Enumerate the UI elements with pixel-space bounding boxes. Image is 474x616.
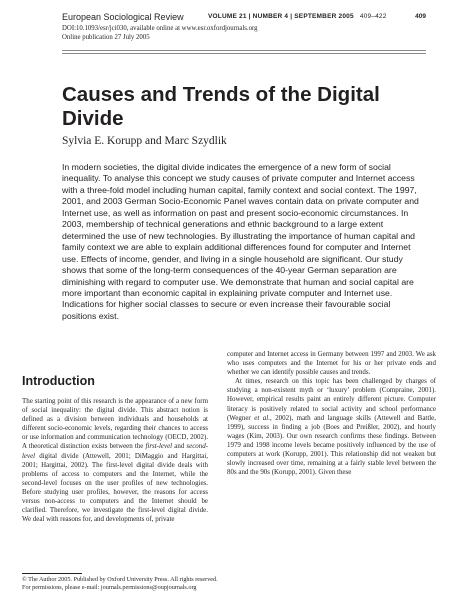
article-authors: Sylvia E. Korupp and Marc Szydlik [62, 135, 227, 147]
abstract: In modern societies, the digital divide indicates the emergence of a new form of social inequality. To analyse this concept we study causes of private computer and Internet access with a three-fold model including human capital, family context and social context. The 1997, 2001, and 2003 German Socio-Economic Panel waves contain data on private computer and Internet use, as well as information on past and present socio-economic circumstances. In 2003, membership of technical generations and ethnic background to a large extent determined the use of new technologies. By illustrating the importance of human capital and family context we are able to explain additional differences found for computer and Internet use. Effects of income, gender, and living in a single household are significant. Our study shows that some of the long-term consequences of the 40-year German separation are diminishing with regard to computer use. We demonstrate that human and social capital are more important than economic capital in explaining private computer and Internet use. Indications for higher social classes to secure or even increase their favourable social positions exist. [62, 162, 419, 321]
copyright-line: © The Author 2005. Published by Oxford University Press. All rights reserved. [22, 576, 218, 583]
conjunction-and: and [172, 442, 187, 451]
term-second-level: second-level [22, 442, 208, 460]
body-column-left [22, 397, 208, 524]
intro-paragraph-1 [22, 397, 208, 524]
body-column-right [227, 350, 436, 477]
right-paragraph-2 [227, 377, 436, 477]
right-text-2a: At times, research on this topic has been challenged by charges of studying a non-existent myth or ‘luxury’ problem (Compraine, 2001). However, empirical results paint an entirely different picture. Computer literacy is positively related to social activity and school performance (Wegner [227, 377, 436, 422]
doi-block [62, 25, 258, 42]
intro-text-1: The starting point of this research is the appearance of a new form of social inequality: the digital divide. This abstract notion is defined as a division between individuals and households at different socio-economic levels, regarding their chances to access or use information and communication technology (OECD, 2002). A theoretical distinction exists between the [22, 397, 208, 451]
doi-line: DOI:10.1093/esr/jci030, available online at www.esr.oxfordjournals.org [62, 25, 258, 32]
term-first-level: first-level [145, 442, 173, 451]
issue-label: VOLUME 21 | NUMBER 4 | SEPTEMBER 2005 [208, 13, 354, 20]
right-paragraph-1: computer and Internet access in Germany between 1997 and 2003. We ask who uses computers and the Internet for his or her private ends and whether we can identify possible causes and trends. [227, 350, 436, 377]
footer-divider [22, 573, 82, 574]
citation-et-al: et al. [254, 413, 270, 422]
section-heading-introduction: Introduction [22, 374, 95, 388]
intro-text-2: digital divide (Attewell, 2001; DiMaggio and Hargittai, 2001; Hargittai, 2002). The first-level digital divide deals with problems of access to computers and the Internet, while the second-level focuses on the user profiles of new technologies. Before studying user profiles, however, the reasons for access versus non-access to computers and the Internet should be clarified. Therefore, we investigate the first-level digital divide. We deal with reasons for, and developments of, private [22, 451, 208, 524]
running-header [62, 12, 426, 24]
journal-name: European Sociological Review [62, 12, 184, 22]
online-publication-line: Online publication 27 July 2005 [62, 33, 150, 41]
article-title: Causes and Trends of the Digital Divide [62, 83, 380, 130]
issue-info [208, 13, 387, 20]
page-range: 409–422 [359, 13, 387, 20]
right-text-2b: , 2002), math and language skills (Attewell and Battle, 1999), success in finding a job (Boes and Preißler, 2002), and hourly wages (Kim, 2003). Our own research confirms these findings. Between 1979 and 1998 income levels became positively influenced by the use of computers at work (Korupp, 2001). This relationship did not weaken but slowly increased over time, remaining at a fairly stable level between the 80s and the 90s (Korupp, 2001). Given these [227, 413, 436, 477]
permissions-line: For permissions, please e-mail: journals.permissions@oupjournals.org [22, 584, 197, 592]
header-divider-secondary [62, 53, 426, 54]
page-number: 409 [415, 13, 426, 20]
copyright-footer [22, 576, 218, 592]
header-divider [62, 50, 426, 51]
